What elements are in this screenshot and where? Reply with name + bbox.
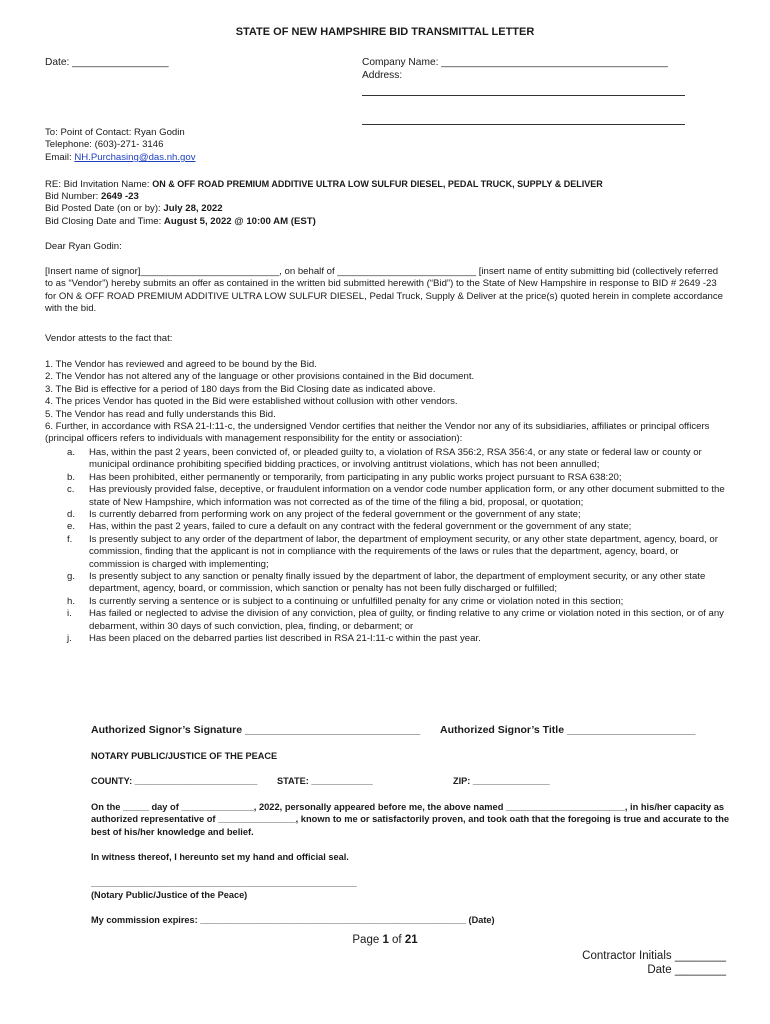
page-total: 21 [404, 934, 418, 946]
item-text: Has been placed on the debarred parties list described in RSA 21-I:11-c within the past year. [89, 633, 481, 645]
list-item [67, 571, 727, 596]
signor-signature-field[interactable]: Authorized Signor’s Signature ______________________________ [91, 724, 421, 736]
item-text: Has failed or neglected to advise the division of any conviction, plea of guilty, or finding relative to any crime or violation noted in this section, or of any debarment, within 30 days of such conviction, plea, finding, or debarment; or [89, 608, 724, 632]
notary-heading: NOTARY PUBLIC/JUSTICE OF THE PEACE [91, 751, 278, 761]
list-item [67, 509, 727, 521]
list-item [67, 534, 727, 571]
attest-intro: Vendor attests to the fact that: [45, 333, 173, 344]
item-letter: b. [67, 471, 76, 483]
item-text: Has, within the past 2 years, been convicted of, or pleaded guilty to, a violation of RSA 356:2, RSA 356:4, or any state or federal law or county or municipal ordinance prohibiting specified bidding practices, or involving antitrust violations, which has not been annulled; [89, 447, 702, 471]
state-field[interactable]: STATE: ____________ [277, 776, 373, 786]
bid-posted-date [45, 203, 223, 216]
item-text: Has, within the past 2 years, failed to cure a default on any contract with the federal government or the government of any state; [89, 521, 632, 533]
address-label: Address: [362, 70, 403, 81]
page-prefix: Page [352, 934, 383, 946]
item-text: Is currently debarred from performing work on any project of the federal government or the government of any state; [89, 509, 581, 521]
list-item [67, 608, 727, 633]
email-link[interactable]: NH.Purchasing@das.nh.gov [74, 152, 196, 163]
page-indicator [0, 934, 770, 946]
attestation-item: 5. The Vendor has read and fully understands this Bid. [45, 408, 276, 420]
bid-closing-date [45, 216, 316, 229]
item-letter: c. [67, 484, 75, 496]
attestation-item: 3. The Bid is effective for a period of 180 days from the Bid Closing date as indicated above. [45, 383, 436, 395]
item-letter: a. [67, 447, 76, 458]
point-of-contact: To: Point of Contact: Ryan Godin [45, 127, 185, 138]
notary-signature-line[interactable]: ____________________________________________________ [91, 878, 357, 888]
bid-invitation-label: RE: Bid Invitation Name: [45, 179, 153, 190]
bid-invitation-name: ON & OFF ROAD PREMIUM ADDITIVE ULTRA LOW SULFUR DIESEL, PEDAL TRUCK, SUPPLY & DELIVER [152, 179, 603, 189]
list-item [67, 633, 727, 645]
item-letter: e. [67, 521, 76, 533]
bid-closing-value: August 5, 2022 @ 10:00 AM (EST) [163, 216, 316, 227]
item-text: Is presently subject to any order of the department of labor, the department of employment security, or any other state department, agency, board, or commission, finding that the applicant is not in compliance with the requirements of the laws or rules that the department, agency, board, or commission is charged with implementing; [89, 533, 718, 570]
company-name-label: Company Name: ________________________________________ [362, 57, 668, 68]
date-field-label: Date: _________________ [45, 57, 169, 68]
page-current: 1 [382, 934, 389, 946]
bid-invitation [45, 178, 745, 192]
disqualification-list [67, 447, 727, 646]
item-text: Has been prohibited, either permanently or temporarily, from participating in any public works project pursuant to RSA 638:20; [89, 471, 622, 483]
attestation-item: 4. The prices Vendor has quoted in the Bid were established without collusion with other vendors. [45, 396, 458, 408]
bid-posted-label: Bid Posted Date (on or by): [45, 203, 164, 214]
list-item [67, 447, 727, 472]
bid-number-label: Bid Number: [45, 191, 101, 202]
item-text: Is presently subject to any sanction or penalty finally issued by the department of labor, the department of employment security, or any other state department, agency, board, or commission, which sanction or penalty has not been fully discharged or fulfilled; [89, 571, 706, 595]
bid-number-value: 2649 -23 [100, 191, 139, 202]
item-letter: h. [67, 595, 76, 607]
item-letter: d. [67, 509, 76, 521]
item-letter: i. [67, 608, 72, 620]
bid-closing-label: Bid Closing Date and Time: [45, 216, 164, 227]
item-text: Is currently serving a sentence or is subject to a continuing or unfulfilled penalty for any crime or violation noted in this section; [89, 595, 624, 607]
bid-number [45, 191, 139, 204]
item-text: Has previously provided false, deceptive, or fraudulent information on a vendor code number application form, or any other document submitted to the state of New Hampshire, which information was not corrected as of the time of the filing a bid, proposal, or quotation; [89, 484, 725, 508]
witness-statement: In witness thereof, I hereunto set my hand and official seal. [91, 852, 349, 862]
telephone: Telephone: (603)-271- 3146 [45, 139, 164, 150]
attestation-item: 1. The Vendor has reviewed and agreed to be bound by the Bid. [45, 359, 317, 370]
attestation-list [45, 359, 725, 446]
footer-date-field[interactable]: Date ________ [647, 964, 726, 976]
address-line-1 [362, 95, 685, 96]
item-letter: j. [67, 633, 72, 645]
attestation-item: 2. The Vendor has not altered any of the language or other provisions contained in the Bid document. [45, 371, 475, 383]
address-line-2 [362, 124, 685, 125]
salutation: Dear Ryan Godin: [45, 241, 122, 252]
document-title: STATE OF NEW HAMPSHIRE BID TRANSMITTAL LETTER [235, 26, 535, 38]
item-letter: f. [67, 533, 73, 545]
offer-paragraph: [Insert name of signor]__________________________, on behalf of __________________________ [insert name of entity submitting bid (collectively referred to as “Vendor”) hereby submits an offer as contained in the written bid submitted herewith (“Bid”) to the State of New Hampshire in response to BID # 2649 -23 for ON & OFF ROAD PREMIUM ADDITIVE ULTRA LOW SULFUR DIESEL, Pedal Truck, Supply & Deliver at the price(s) quoted herein in complete accordance with the bid. [45, 266, 724, 315]
county-field[interactable]: COUNTY: ________________________ [91, 776, 258, 786]
commission-expiry-field[interactable]: My commission expires: ____________________________________________________ (Date) [91, 915, 495, 925]
page-of: of [388, 934, 405, 946]
signor-title-field[interactable]: Authorized Signor’s Title ______________________ [440, 724, 696, 736]
list-item [67, 472, 727, 484]
attestation-item: 6. Further, in accordance with RSA 21-I:11-c, the undersigned Vendor certifies that neither the Vendor nor any of its subsidiaries, affiliates or principal officers (principal officers refers to individuals with management responsibility for the entity or association): [45, 421, 710, 445]
list-item [67, 596, 727, 608]
contractor-initials-field[interactable]: Contractor Initials ________ [582, 950, 726, 962]
email-line [45, 152, 196, 165]
notary-signature-caption: (Notary Public/Justice of the Peace) [91, 890, 248, 900]
zip-field[interactable]: ZIP: _______________ [453, 776, 550, 786]
item-letter: g. [67, 571, 76, 583]
email-label: Email: [45, 152, 75, 163]
bid-posted-value: July 28, 2022 [163, 203, 223, 214]
notary-oath-paragraph: On the _____ day of ______________, 2022, personally appeared before me, the above named _______________________, in his/her capacity as authorized representative of _______________, known to me or satisfactorily proven, and took oath that the foregoing is true and accurate to the best of his/her knowledge and belief. [91, 802, 730, 837]
list-item [67, 521, 727, 533]
list-item [67, 484, 727, 509]
